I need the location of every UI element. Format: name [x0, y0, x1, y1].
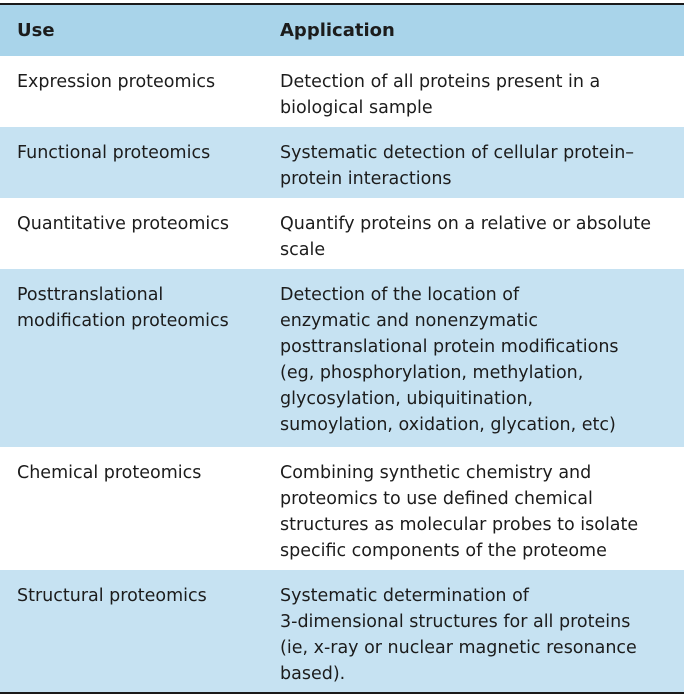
application-text: Systematic determination of	[280, 586, 529, 606]
application-cell	[280, 127, 684, 198]
application-text: (ie, x-ray or nuclear magnetic resonance	[280, 638, 637, 658]
application-cell	[280, 198, 684, 269]
table-row	[0, 56, 684, 127]
application-text: (eg, phosphorylation, methylation,	[280, 363, 584, 383]
application-text: Quantify proteins on a relative or absolute	[280, 214, 651, 234]
application-cell	[280, 269, 684, 447]
application-text: sumoylation, oxidation, glycation, etc)	[280, 415, 616, 435]
table-row	[0, 447, 684, 570]
application-text: protein interactions	[280, 169, 452, 189]
proteomics-table	[0, 3, 684, 694]
table-row	[0, 127, 684, 198]
header-use: Use	[17, 19, 55, 41]
application-text: structures as molecular probes to isolate	[280, 515, 639, 535]
use-text: Quantitative proteomics	[17, 214, 230, 234]
application-text: based).	[280, 664, 346, 684]
application-text: proteomics to use defined chemical	[280, 489, 593, 509]
application-cell	[280, 447, 684, 570]
application-text: Systematic detection of cellular protein–	[280, 143, 635, 163]
application-text: posttranslational protein modifications	[280, 337, 619, 357]
use-cell	[0, 269, 280, 447]
table-header-row	[0, 5, 684, 56]
use-text: Expression proteomics	[17, 72, 216, 92]
use-text: Structural proteomics	[17, 586, 207, 606]
application-cell	[280, 56, 684, 127]
application-text: Combining synthetic chemistry and	[280, 463, 592, 483]
use-cell	[0, 198, 280, 269]
header-application: Application	[280, 19, 395, 41]
use-text: Chemical proteomics	[17, 463, 202, 483]
use-cell	[0, 570, 280, 692]
application-text: enzymatic and nonenzymatic	[280, 311, 538, 331]
table-row	[0, 570, 684, 692]
application-text: Detection of all proteins present in a	[280, 72, 601, 92]
application-cell	[280, 570, 684, 692]
use-cell	[0, 447, 280, 570]
application-text: 3-dimensional structures for all proteins	[280, 612, 631, 632]
use-cell	[0, 127, 280, 198]
use-text: Functional proteomics	[17, 143, 211, 163]
use-text: modification proteomics	[17, 311, 229, 331]
application-text: Detection of the location of	[280, 285, 520, 305]
table-row	[0, 269, 684, 447]
use-text: Posttranslational	[17, 285, 164, 305]
application-text: biological sample	[280, 98, 433, 118]
application-text: scale	[280, 240, 326, 260]
table-row	[0, 198, 684, 269]
application-text: specific components of the proteome	[280, 541, 607, 561]
application-text: glycosylation, ubiquitination,	[280, 389, 534, 409]
use-cell	[0, 56, 280, 127]
